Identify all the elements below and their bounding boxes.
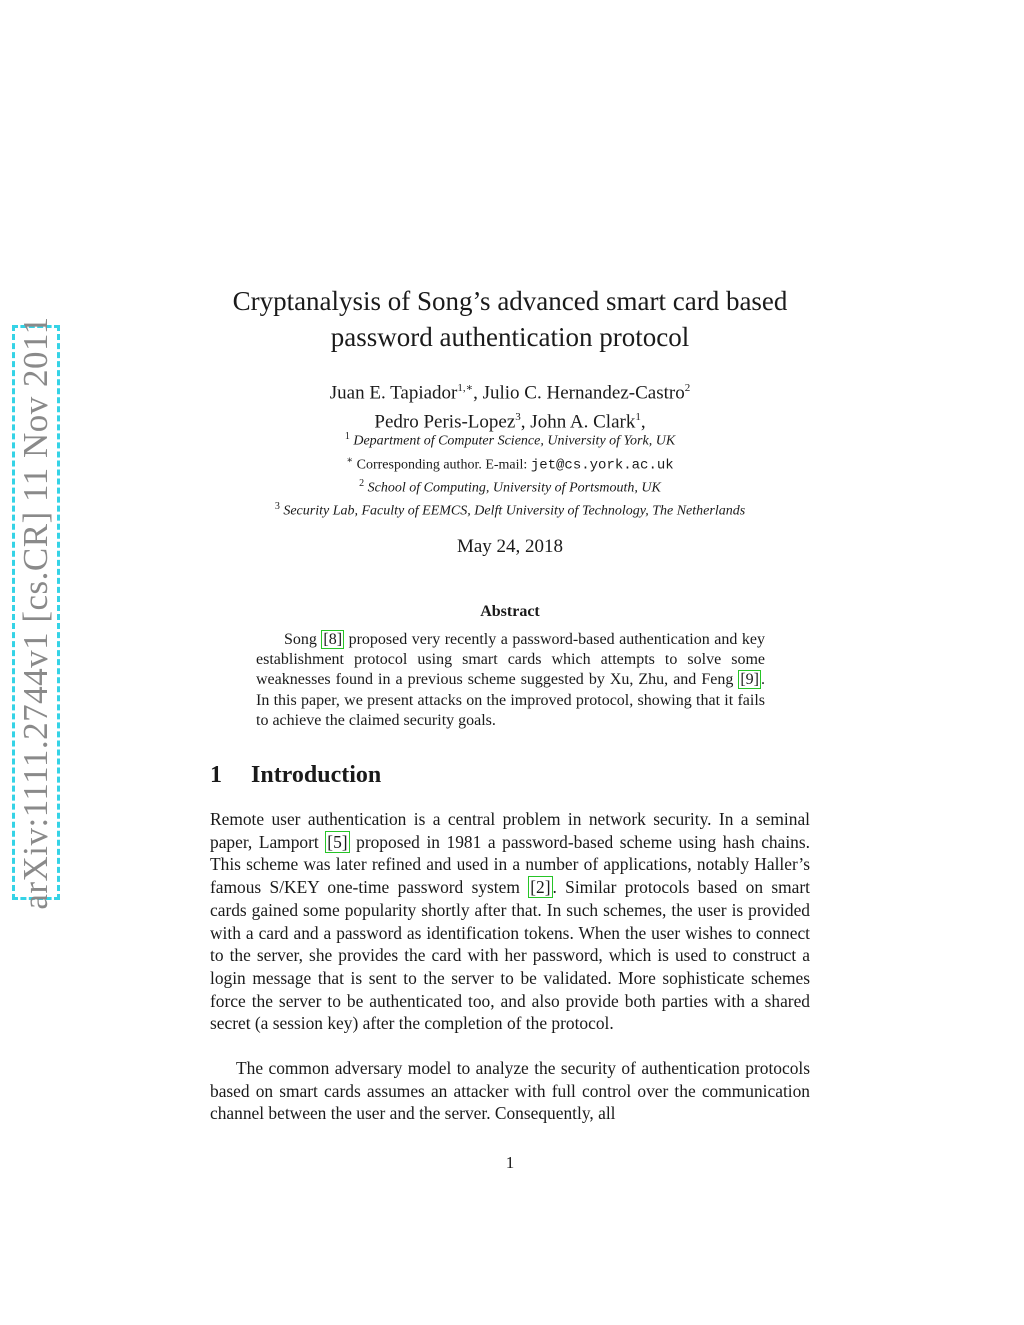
author-mark: 2 [684, 382, 691, 394]
author-name: Juan E. Tapiador [329, 382, 458, 404]
paper-title: Cryptanalysis of Song’s advanced smart card based password authentication protocol [232, 286, 788, 352]
author-mark: 1,∗ [457, 382, 474, 394]
paragraph-text: proposed in 1981 a password-based scheme using hash chains. This scheme was later refined and used in a number of applications, notably Haller’s famous S/KEY one-time password system [210, 831, 810, 898]
affiliation-text: Department of Computer Science, University of York, UK [353, 433, 676, 449]
paper-date: May 24, 2018 [456, 536, 564, 557]
intro-paragraph-1 [210, 808, 810, 1035]
section-number: 1 [210, 762, 222, 788]
abstract-text: Song [284, 631, 322, 648]
author-end: , [640, 411, 646, 433]
citation-link[interactable]: [8] [323, 631, 343, 648]
affiliation-mark: 2 [359, 478, 365, 489]
corresponding-author [200, 452, 820, 475]
email-address: jet@cs.york.ac.uk [530, 457, 674, 474]
abstract-text: proposed very recently a password-based authentication and key establishment protocol using smart cards which attempts to solve some weaknesses found in a previous scheme suggested by Xu, Zhu, and Feng [256, 631, 765, 689]
arxiv-identifier: arXiv:1111.2744v1 [cs.CR] 11 Nov 2011 [16, 315, 55, 910]
section-title: Introduction [251, 762, 382, 788]
author-mark: 3 [515, 411, 521, 424]
citation-link[interactable]: [2] [530, 877, 551, 898]
paragraph-text: Remote user authentication is a central problem in network security. In a seminal paper, Lamport [210, 809, 810, 852]
abstract-text: . In this paper, we present attacks on the improved protocol, showing that it fails to achieve the claimed security goals. [256, 671, 765, 729]
affiliation-mark: 1 [344, 431, 350, 442]
author-name: Pedro Peris-Lopez [374, 411, 516, 433]
arxiv-stamp [12, 315, 60, 910]
affiliation-text: Security Lab, Faculty of EEMCS, Delft University of Technology, The Netherlands [283, 503, 746, 519]
intro-paragraph-2: The common adversary model to analyze the security of authentication protocols based on smart cards assumes an attacker with full control over the communication channel between the user and the server. Consequently, all [210, 1058, 810, 1124]
citation-link[interactable]: [9] [740, 671, 759, 689]
author-name: , John A. Clark [520, 411, 636, 433]
affiliation-mark: ∗ [346, 455, 354, 466]
abstract-heading: Abstract [480, 603, 540, 620]
abstract-body [256, 630, 765, 731]
affiliation-mark: 3 [274, 501, 280, 512]
affiliation-2 [200, 475, 820, 498]
affiliation-1 [200, 428, 820, 451]
author-mark: 1 [635, 411, 641, 424]
page-number: 1 [505, 1153, 515, 1172]
affiliation-text: School of Computing, University of Portsmouth, UK [367, 480, 661, 496]
author-name: , Julio C. Hernandez-Castro [473, 382, 685, 404]
affiliation-3 [190, 498, 830, 521]
paragraph-text: . Similar protocols based on smart cards gained some popularity shortly after that. In such schemes, the user is provided with a card and a password as identification tokens. When the user wishes to connect to the server, she provides the card with her password, which is used to construct a login message that is sent to the server to be validated. More sophisticate schemes force the server to be authenticated too, and also provide both parties with a shared secret (a session key) after the completion of the protocol. [210, 877, 811, 1034]
citation-link[interactable]: [5] [327, 831, 348, 852]
author-list [200, 376, 820, 435]
affiliation-text: Corresponding author. E-mail: [356, 457, 531, 473]
